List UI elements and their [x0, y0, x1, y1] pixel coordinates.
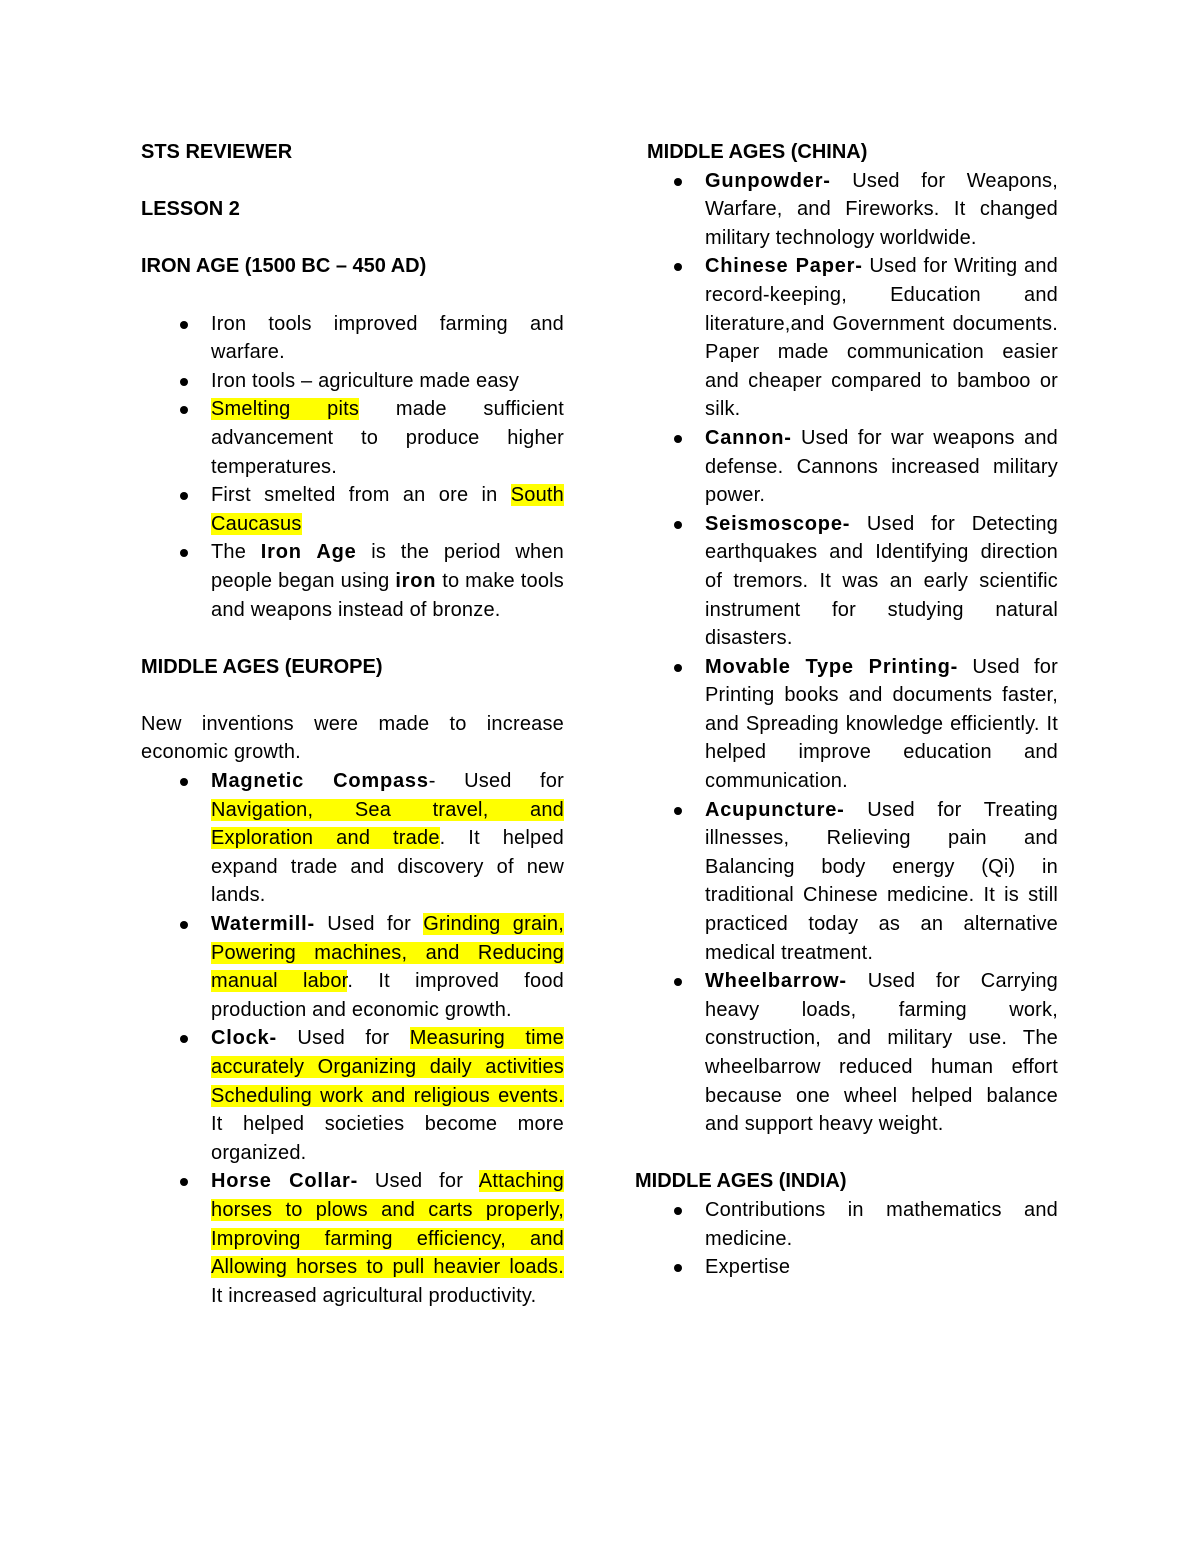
left-column: [141, 138, 564, 1310]
list-item: Wheelbarrow- Used for Carrying heavy loads, farming work, construction, and military use. The wheelbarrow reduced human effort because one wheel helped balance and support heavy weight.: [635, 967, 1058, 1139]
spacer: [141, 624, 564, 653]
list-item: Magnetic Compass- Used for Navigation, Sea travel, and Exploration and trade. It helped expand trade and discovery of new lands.: [141, 767, 564, 910]
iron-age-list: [141, 310, 564, 625]
highlight: South Caucasus: [211, 484, 564, 535]
middle-ages-india-heading: MIDDLE AGES (INDIA): [635, 1170, 847, 1193]
list-item: Contributions in mathematics and medicine.: [635, 1196, 1058, 1253]
list-item: Horse Collar- Used for Attaching horses to plows and carts properly, Improving farming efficiency, and Allowing horses to pull heavier loads. It increased agricultural productivity.: [141, 1167, 564, 1310]
list-item: Cannon- Used for war weapons and defense. Cannons increased military power.: [635, 424, 1058, 510]
europe-intro: New inventions were made to increase economic growth.: [141, 712, 564, 764]
right-column: [635, 138, 1058, 1282]
list-item: Gunpowder- Used for Weapons, Warfare, and Fireworks. It changed military technology worldwide.: [635, 167, 1058, 253]
highlight: Navigation, Sea travel, and Exploration and trade: [211, 798, 564, 850]
highlight: Attaching horses to plows and carts properly, Improving farming efficiency, and Allowing horses to pull heavier loads.: [211, 1170, 564, 1279]
spacer: [141, 224, 564, 253]
list-item: Iron tools improved farming and warfare.: [141, 310, 564, 367]
spacer: [141, 281, 564, 310]
list-item: First smelted from an ore in South Caucasus: [141, 481, 564, 538]
india-list: [635, 1196, 1058, 1282]
list-item: Acupuncture- Used for Treating illnesses, Relieving pain and Balancing body energy (Qi) in traditional Chinese medicine. It is still practiced today as an alternative medical treatment.: [635, 796, 1058, 968]
highlight: Measuring time accurately Organizing daily activities Scheduling work and religious events.: [211, 1027, 564, 1107]
spacer: [141, 167, 564, 196]
iron-age-heading: IRON AGE (1500 BC – 450 AD): [141, 255, 427, 278]
europe-inventions-list: [141, 767, 564, 1310]
spacer: [141, 681, 564, 710]
highlight: Grinding grain, Powering machines, and Reducing manual labor: [211, 913, 564, 993]
list-item: Watermill- Used for Grinding grain, Powering machines, and Reducing manual labor. It improved food production and economic growth.: [141, 910, 564, 1024]
list-item: The Iron Age is the period when people began using iron to make tools and weapons instead of bronze.: [141, 538, 564, 624]
middle-ages-china-heading: MIDDLE AGES (CHINA): [647, 141, 868, 163]
list-item: Movable Type Printing- Used for Printing books and documents faster, and Spreading knowledge efficiently. It helped improve education and communication.: [635, 653, 1058, 796]
lesson-heading: LESSON 2: [141, 198, 240, 221]
list-item: Smelting pits made sufficient advancement to produce higher temperatures.: [141, 395, 564, 481]
document-title: STS REVIEWER: [141, 141, 293, 163]
spacer: [635, 1139, 1058, 1168]
list-item: Iron tools – agriculture made easy: [141, 367, 564, 396]
middle-ages-europe-heading: MIDDLE AGES (EUROPE): [141, 655, 383, 678]
highlight: Smelting pits: [211, 398, 360, 421]
list-item: Expertise: [635, 1253, 1058, 1282]
china-inventions-list: [635, 167, 1058, 1139]
list-item: Seismoscope- Used for Detecting earthquakes and Identifying direction of tremors. It was an early scientific instrument for studying natural disasters.: [635, 510, 1058, 653]
list-item: Clock- Used for Measuring time accurately Organizing daily activities Scheduling work and religious events. It helped societies become more organized.: [141, 1024, 564, 1167]
list-item: Chinese Paper- Used for Writing and record-keeping, Education and literature,and Government documents. Paper made communication easier and cheaper compared to bamboo or silk.: [635, 252, 1058, 424]
